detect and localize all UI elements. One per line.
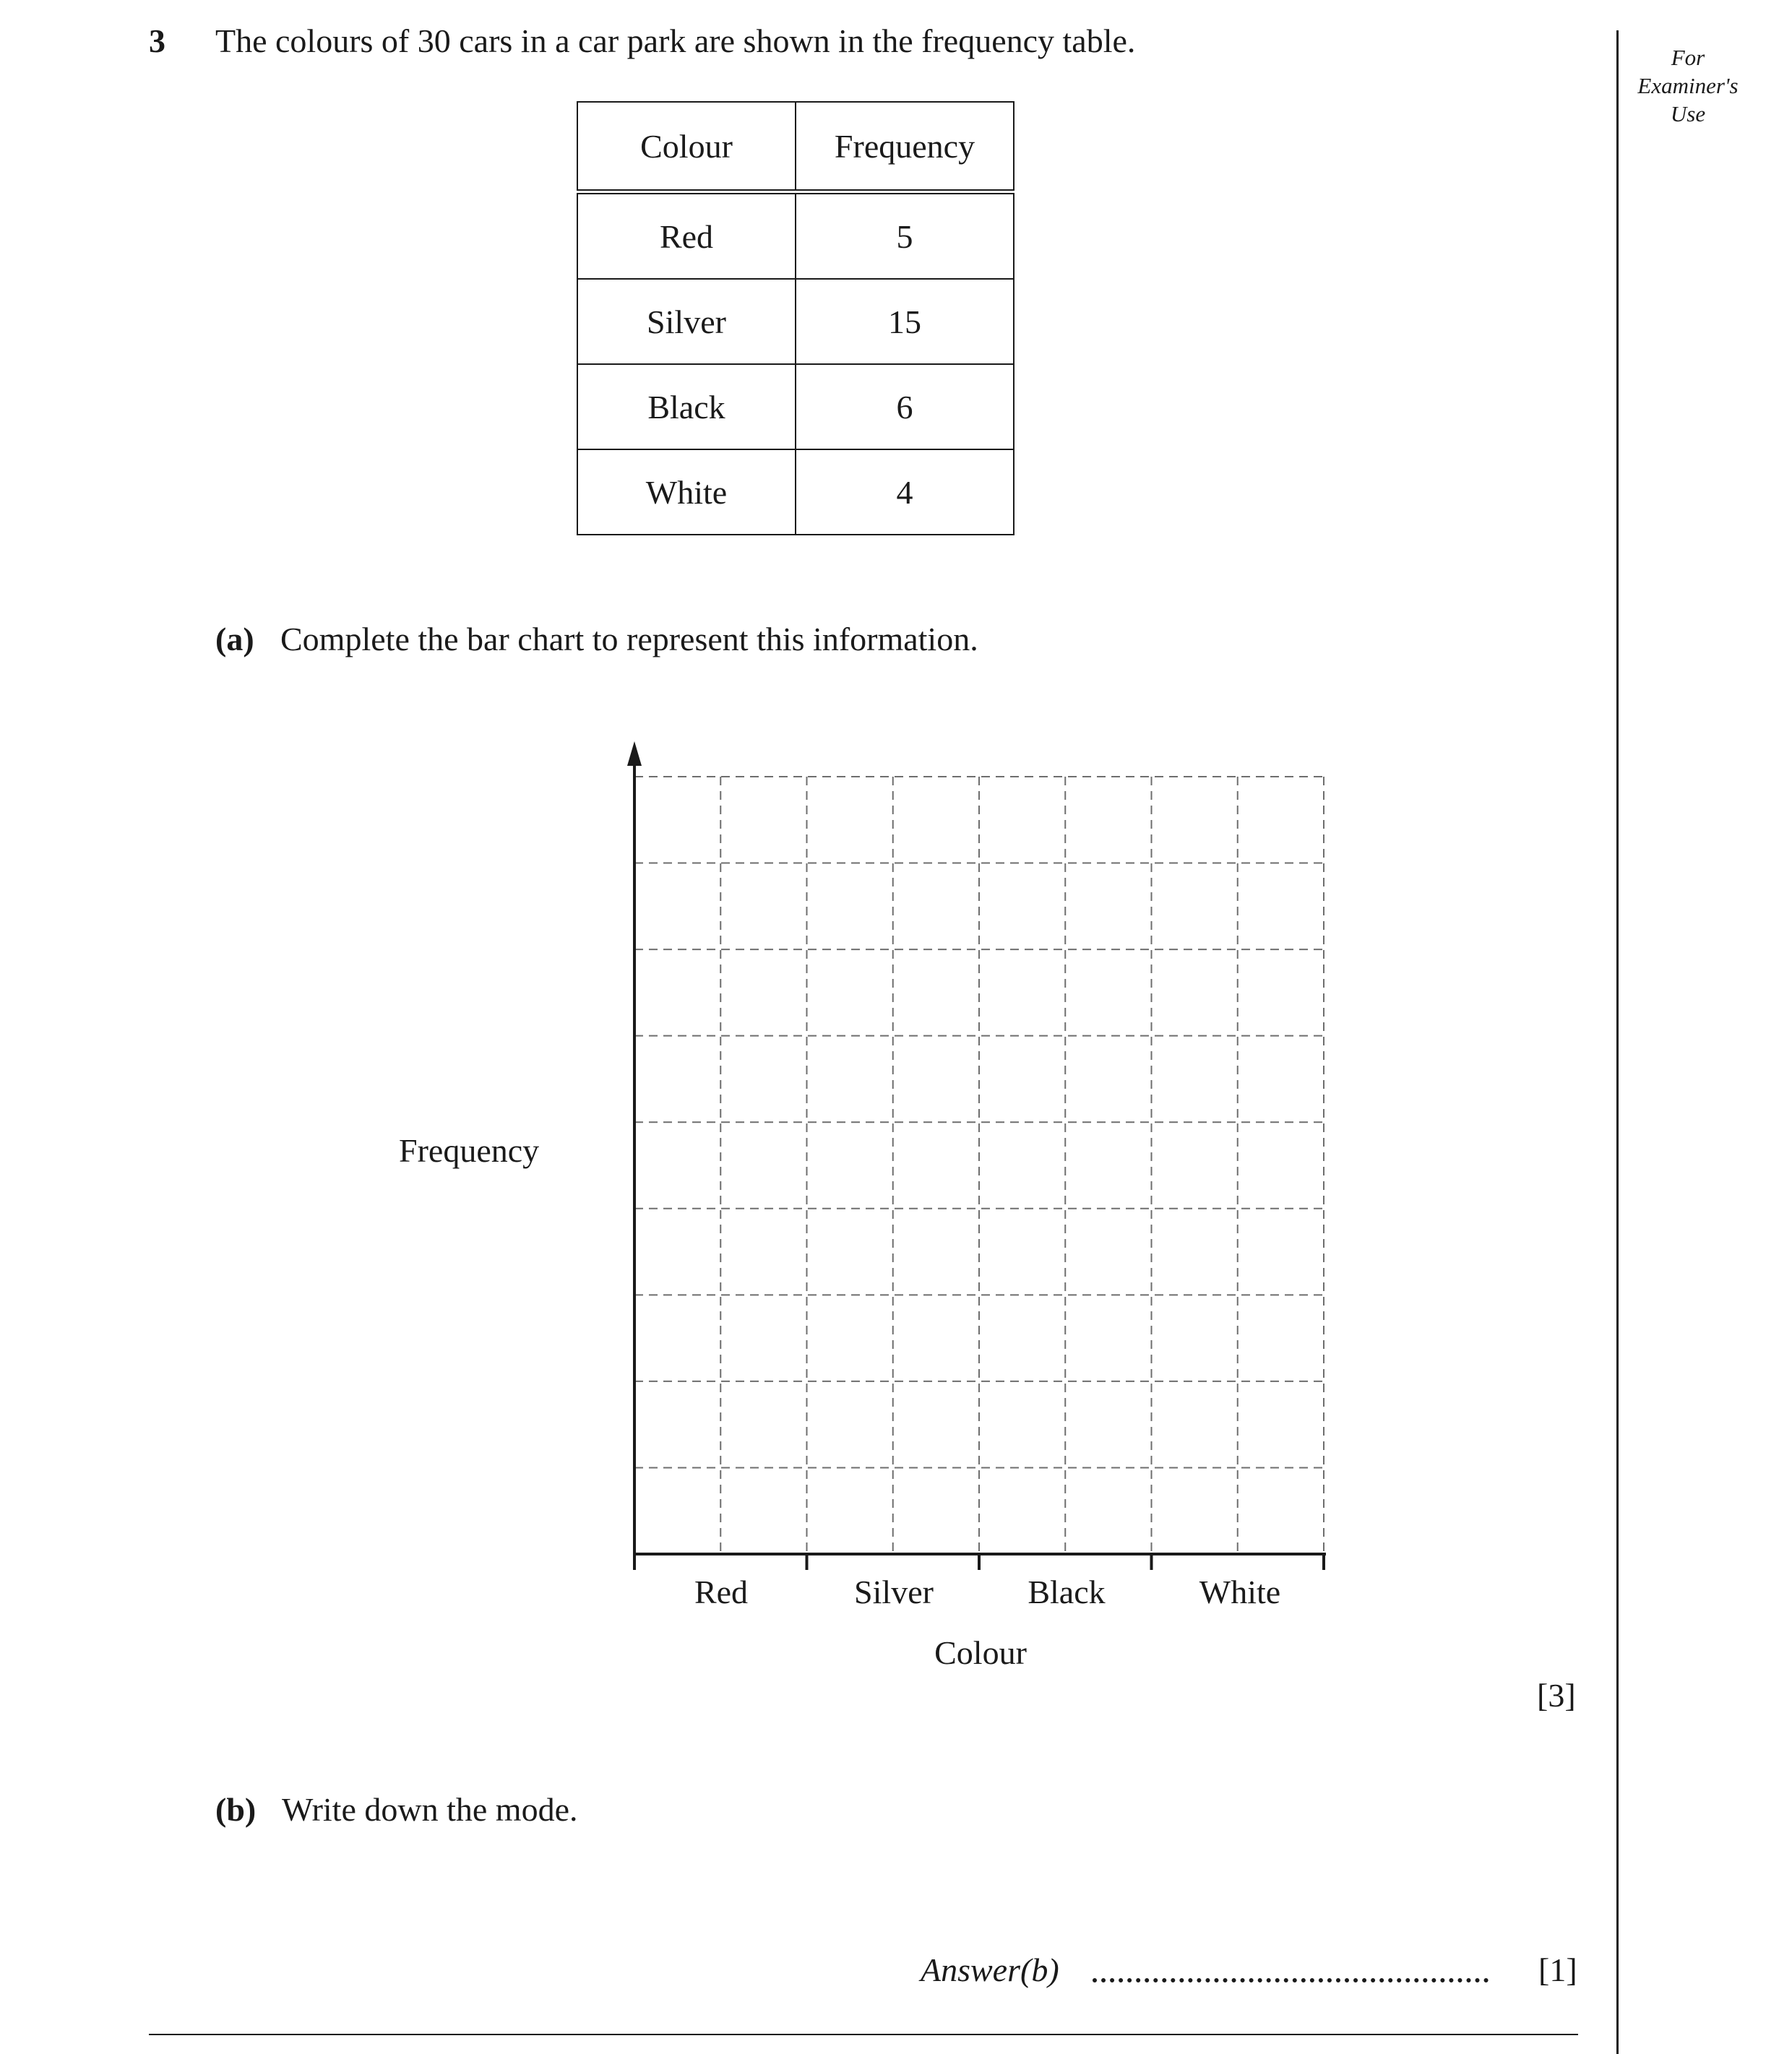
part-b-marks: [1] [1538,1951,1577,1988]
part-b-text: Write down the mode. [282,1791,578,1828]
table-cell-frequency: 6 [796,364,1014,449]
answer-b-label: Answer(b) [921,1951,1059,1988]
part-a-marks: [3] [1537,1677,1576,1714]
table-header-colour: Colour [577,102,796,192]
grid-lines [634,777,1324,1554]
part-b-label: (b) [215,1791,257,1828]
x-tick-label-silver: Silver [854,1574,934,1610]
x-axis-ticks [634,1554,1324,1570]
x-axis-label: Colour [934,1634,1027,1671]
examiner-line-3: Use [1670,101,1706,126]
bottom-rule [149,2034,1578,2035]
examiner-line-2: Examiner's [1637,73,1739,98]
table-cell-frequency: 4 [796,449,1014,535]
x-tick-label-white: White [1199,1574,1281,1610]
y-axis-label: Frequency [399,1132,540,1169]
question-number: 3 [149,22,165,59]
question-text: The colours of 30 cars in a car park are shown in the frequency table. [215,22,1136,59]
table-cell-colour: Red [577,192,796,280]
table-cell-colour: Silver [577,279,796,364]
answer-b-field[interactable] [1093,1978,1489,1982]
table-cell-colour: Black [577,364,796,449]
table-cell-colour: White [577,449,796,535]
examiner-line-1: For [1671,45,1705,70]
part-a-text: Complete the bar chart to represent this information. [280,621,978,657]
x-tick-label-black: Black [1028,1574,1106,1610]
table-header-frequency: Frequency [796,102,1014,192]
x-tick-label-red: Red [694,1574,749,1610]
table-cell-frequency: 5 [796,192,1014,280]
part-a-label: (a) [215,621,254,657]
table-cell-frequency: 15 [796,279,1014,364]
